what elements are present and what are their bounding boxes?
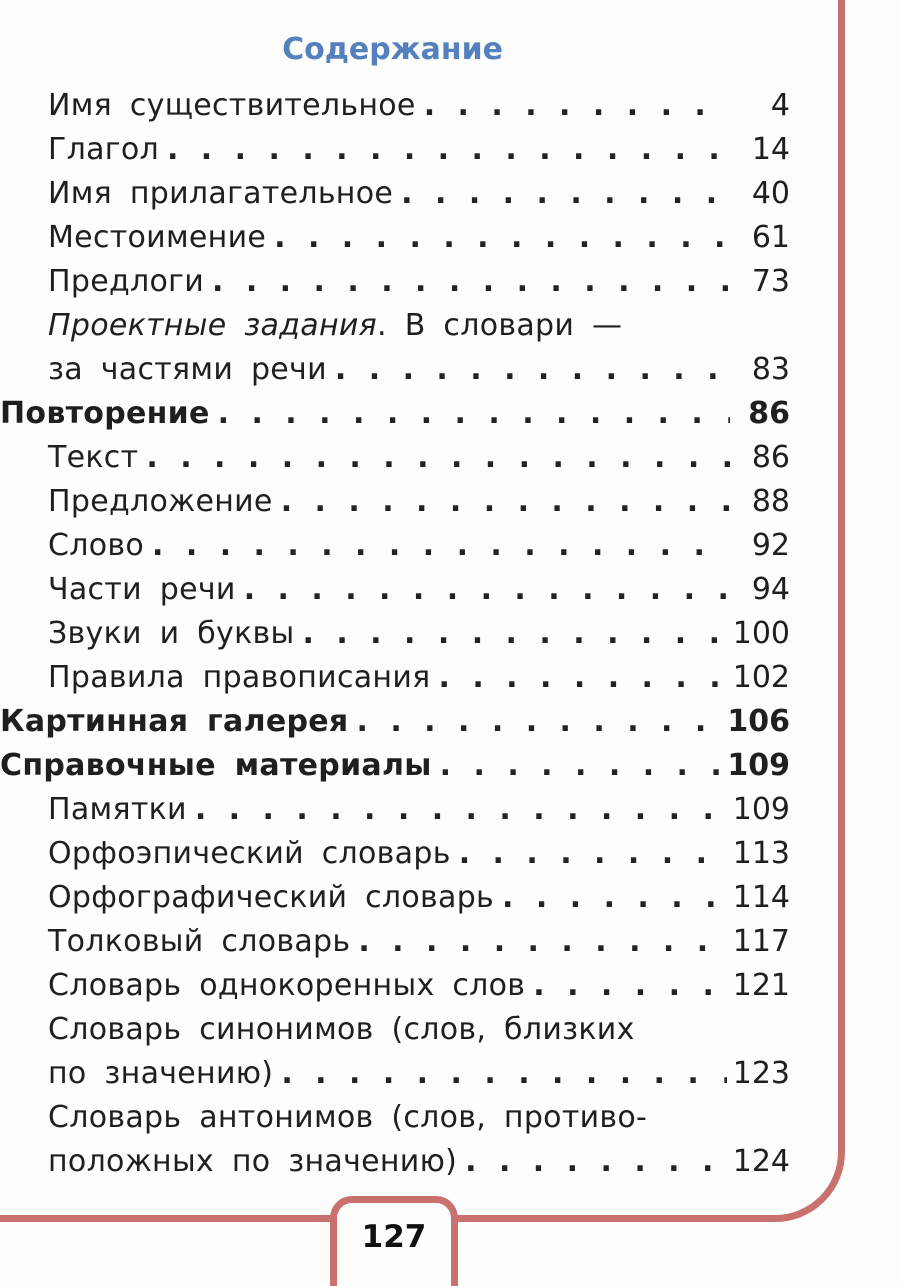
toc-section-page: 106 xyxy=(727,704,790,739)
toc-entry-page: 113 xyxy=(732,836,790,871)
toc-entry-label: Словарь однокоренных слов xyxy=(48,968,526,1003)
toc-entry-label: Предлоги xyxy=(48,264,204,299)
toc-section-page: 86 xyxy=(748,396,790,431)
toc-entry[interactable] xyxy=(0,832,790,876)
toc-entry[interactable] xyxy=(0,920,790,964)
dot-leader xyxy=(218,392,730,436)
toc-entry[interactable] xyxy=(0,612,790,656)
toc-entry-page: 117 xyxy=(732,924,790,959)
toc-entry-label: Части речи xyxy=(48,572,236,607)
dot-leader xyxy=(152,524,730,568)
toc-entry-label: Орфоэпический словарь xyxy=(48,836,451,871)
toc-entry-page: 123 xyxy=(732,1056,790,1091)
toc-entry-page: 109 xyxy=(732,792,790,827)
toc-entry-first-line[interactable] xyxy=(0,304,790,348)
toc-entry[interactable] xyxy=(0,876,790,920)
toc-entry[interactable] xyxy=(0,260,790,304)
dot-leader xyxy=(356,700,721,744)
toc-entry-page: 83 xyxy=(751,352,790,387)
toc-entry[interactable] xyxy=(0,1140,790,1184)
dot-leader xyxy=(459,832,727,876)
toc-entry[interactable] xyxy=(0,172,790,216)
toc-section-label: Картинная галерея xyxy=(0,704,349,739)
toc-entry[interactable] xyxy=(0,788,790,832)
toc-section-label: Повторение xyxy=(0,396,210,431)
toc-entry-label: Слово xyxy=(48,528,145,563)
toc-entry-label: положных по значению) xyxy=(48,1144,458,1179)
toc-entry-page: 86 xyxy=(751,440,790,475)
page-title: Содержание xyxy=(282,32,503,67)
toc-entry-page: 100 xyxy=(732,616,790,651)
dot-leader xyxy=(335,348,730,392)
toc-entry-label-rest: . В словари — xyxy=(377,308,623,343)
toc-entry[interactable] xyxy=(0,436,790,480)
dot-leader xyxy=(438,656,726,700)
dot-leader xyxy=(502,876,727,920)
toc-entry-label: Памятки xyxy=(48,792,187,827)
dot-leader xyxy=(303,612,727,656)
dot-leader xyxy=(281,1052,726,1096)
dot-leader xyxy=(281,480,730,524)
toc-entry-page: 92 xyxy=(751,528,790,563)
dot-leader xyxy=(440,744,722,788)
toc-entry-label: Правила правописания xyxy=(48,660,431,695)
toc-entry-page: 4 xyxy=(770,88,790,123)
dot-leader xyxy=(424,84,730,128)
toc-entry[interactable] xyxy=(0,84,790,128)
dot-leader xyxy=(146,436,730,480)
dot-leader xyxy=(244,568,730,612)
toc-entry-label: Предложение xyxy=(48,484,273,519)
toc-entry-page: 114 xyxy=(732,880,790,915)
toc-entry-label: Местоимение xyxy=(48,220,267,255)
toc-entry-label: Глагол xyxy=(48,132,159,167)
toc-entry-label: Имя существительное xyxy=(48,88,416,123)
dot-leader xyxy=(195,788,727,832)
toc-entry-label: за частями речи xyxy=(48,352,327,387)
page-number: 127 xyxy=(361,1219,427,1255)
toc-section[interactable] xyxy=(0,700,790,744)
toc-entry-page: 61 xyxy=(751,220,790,255)
toc-entry-page: 94 xyxy=(751,572,790,607)
toc-entry-page: 121 xyxy=(732,968,790,1003)
dot-leader xyxy=(358,920,726,964)
toc-entry-page: 40 xyxy=(751,176,790,211)
toc-entry[interactable] xyxy=(0,964,790,1008)
toc-section-label: Справочные материалы xyxy=(0,748,432,783)
toc-entry-label: Орфографический словарь xyxy=(48,880,495,915)
toc-entry-page: 14 xyxy=(751,132,790,167)
toc-entry[interactable] xyxy=(0,128,790,172)
toc-section-page: 109 xyxy=(727,748,790,783)
toc-entry[interactable] xyxy=(0,656,790,700)
toc-entry-label: Имя прилагательное xyxy=(48,176,394,211)
toc-entry[interactable] xyxy=(0,348,790,392)
toc-entry-label: Текст xyxy=(48,440,139,475)
toc-entry-first-line[interactable]: Словарь антонимов (слов, противо- xyxy=(48,1100,648,1135)
toc-section[interactable] xyxy=(0,744,790,788)
toc-entry-page: 73 xyxy=(751,264,790,299)
toc-entry-label: по значению) xyxy=(48,1056,274,1091)
toc-entry-label: Толковый словарь xyxy=(48,924,351,959)
toc-entry[interactable] xyxy=(0,524,790,568)
toc-entry[interactable] xyxy=(0,1052,790,1096)
table-of-contents xyxy=(0,84,790,1184)
dot-leader xyxy=(465,1140,727,1184)
dot-leader xyxy=(401,172,730,216)
toc-entry[interactable] xyxy=(0,480,790,524)
toc-entry[interactable] xyxy=(0,216,790,260)
toc-entry-first-line[interactable]: Словарь синонимов (слов, близких xyxy=(48,1012,635,1047)
toc-entry-page: 102 xyxy=(732,660,790,695)
dot-leader xyxy=(533,964,726,1008)
toc-entry[interactable] xyxy=(0,568,790,612)
toc-entry-page: 88 xyxy=(751,484,790,519)
dot-leader xyxy=(274,216,730,260)
toc-entry-label-italic: Проектные задания xyxy=(48,308,378,343)
toc-section[interactable] xyxy=(0,392,790,436)
dot-leader xyxy=(212,260,730,304)
toc-entry-label: Звуки и буквы xyxy=(48,616,295,651)
toc-entry-page: 124 xyxy=(732,1144,790,1179)
dot-leader xyxy=(167,128,730,172)
